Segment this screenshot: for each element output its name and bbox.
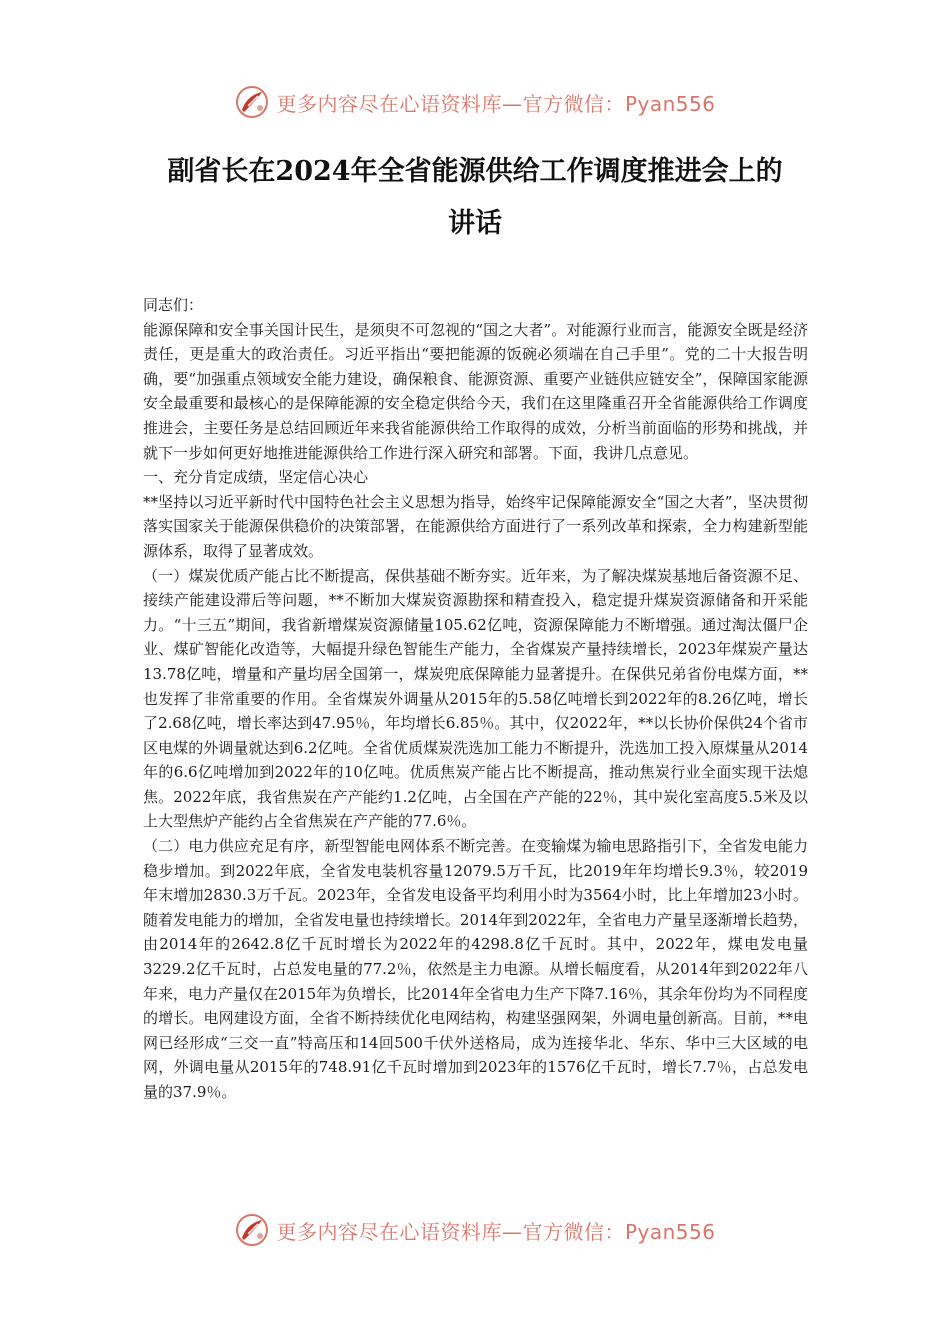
document-title (120, 146, 830, 250)
body-paragraph: （二）电力供应充足有序，新型智能电网体系不断完善。在变输煤为输电思路指引下，全省发电能力稳步增加。到2022年底，全省发电装机容量12079.5万千瓦，比2019年年均增长9.3％，较2019年末增加2830.3万千瓦。2023年，全省发电设备平均利用小时为3564小时，比上年增加23小时。随着发电能力的增加，全省发电量也持续增长。2014年到2022年，全省电力产量呈逐渐增长趋势，由2014年的2642.8亿千瓦时增长为2022年的4298.8亿千瓦时。其中，2022年，煤电发电量3229.2亿千瓦时，占总发电量的77.2％，依然是主力电源。从增长幅度看，从2014年到2022年八年来，电力产量仅在2015年为负增长，比2014年全省电力生产下降7.16％，其余年份均为不同程度的增长。电网建设方面，全省不断持续优化电网结构，构建坚强网架，外调电量创新高。目前，**电网已经形成“三交一直”特高压和14回500千伏外送格局，成为连接华北、华东、华中三大区域的电网，外调电量从2015年的748.91亿千瓦时增加到2023年的1576亿千瓦时，增长7.7％，占总发电量的37.9％。 (143, 837, 808, 1101)
header-watermark-banner (0, 82, 950, 122)
watermark-logo-icon (234, 84, 270, 120)
body-paragraph: （一）煤炭优质产能占比不断提高，保供基础不断夯实。近年来，为了解决煤炭基地后备资源不足、接续产能建设滞后等问题，**不断加大煤炭资源勘探和精查投入，稳定提升煤炭资源储备和开采能力。“十三五”期间，我省新增煤炭资源储量105.62亿吨，资源保障能力不断增强。通过淘汰僵尸企业、煤矿智能化改造等，大幅提升绿色智能生产能力，全省煤炭产量持续增长，2023年煤炭产量达13.78亿吨，增量和产量均居全国第一，煤炭兜底保障能力显著提升。在保供兄弟省份电煤方面，**也发挥了非常重要的作用。全省煤炭外调量从2015年的5.58亿吨增长到2022年的8.26亿吨，增长了2.68亿吨，增长率达到47.95％，年均增长6.85％。其中，仅2022年，**以长协价保供24个省市区电煤的外调量就达到6.2亿吨。全省优质煤炭洗选加工能力不断提升，洗选加工投入原煤量从2014年的6.6亿吨增加到2022年的10亿吨。优质焦炭产能占比不断提高，推动焦炭行业全面实现干法熄焦。2022年底，我省焦炭在产产能约1.2亿吨，占全国在产产能的22％，其中炭化室高度5.5米及以上大型焦炉产能约占全省焦炭在产产能的77.6％。 (143, 566, 808, 831)
title-line-1: 副省长在2024年全省能源供给工作调度推进会上的 (167, 156, 783, 187)
section-heading: 一、充分肯定成绩，坚定信心决心 (143, 468, 369, 487)
body-paragraph: **坚持以习近平新时代中国特色社会主义思想为指导，始终牢记保障能源安全“国之大者”，坚决贯彻落实国家关于能源保供稳价的决策部署，在能源供给方面进行了一系列改革和探索，全力构建新型能源体系，取得了显著成效。 (143, 492, 808, 560)
title-line-2: 讲话 (448, 208, 502, 239)
document-body (143, 293, 808, 1105)
footer-watermark-banner (0, 1210, 950, 1250)
body-paragraph: 能源保障和安全事关国计民生，是须臾不可忽视的“国之大者”。对能源行业而言，能源安全既是经济责任，更是重大的政治责任。习近平指出“要把能源的饭碗必须端在自己手里”。党的二十大报告明确，要“加强重点领域安全能力建设，确保粮食、能源资源、重要产业链供应链安全”，保障国家能源安全最重要和最核心的是保障能源的安全稳定供给今天，我们在这里隆重召开全省能源供给工作调度推进会，主要任务是总结回顾近年来我省能源供给工作取得的成效，分析当前面临的形势和挑战，并就下一步如何更好地推进能源供给工作进行深入研究和部署。下面，我讲几点意见。 (143, 320, 808, 462)
watermark-text: 更多内容尽在心语资料库—官方微信：Pyan556 (276, 1219, 716, 1244)
watermark-logo-icon (234, 1212, 270, 1248)
watermark-text: 更多内容尽在心语资料库—官方微信：Pyan556 (276, 91, 716, 116)
salutation: 同志们： (143, 296, 204, 314)
